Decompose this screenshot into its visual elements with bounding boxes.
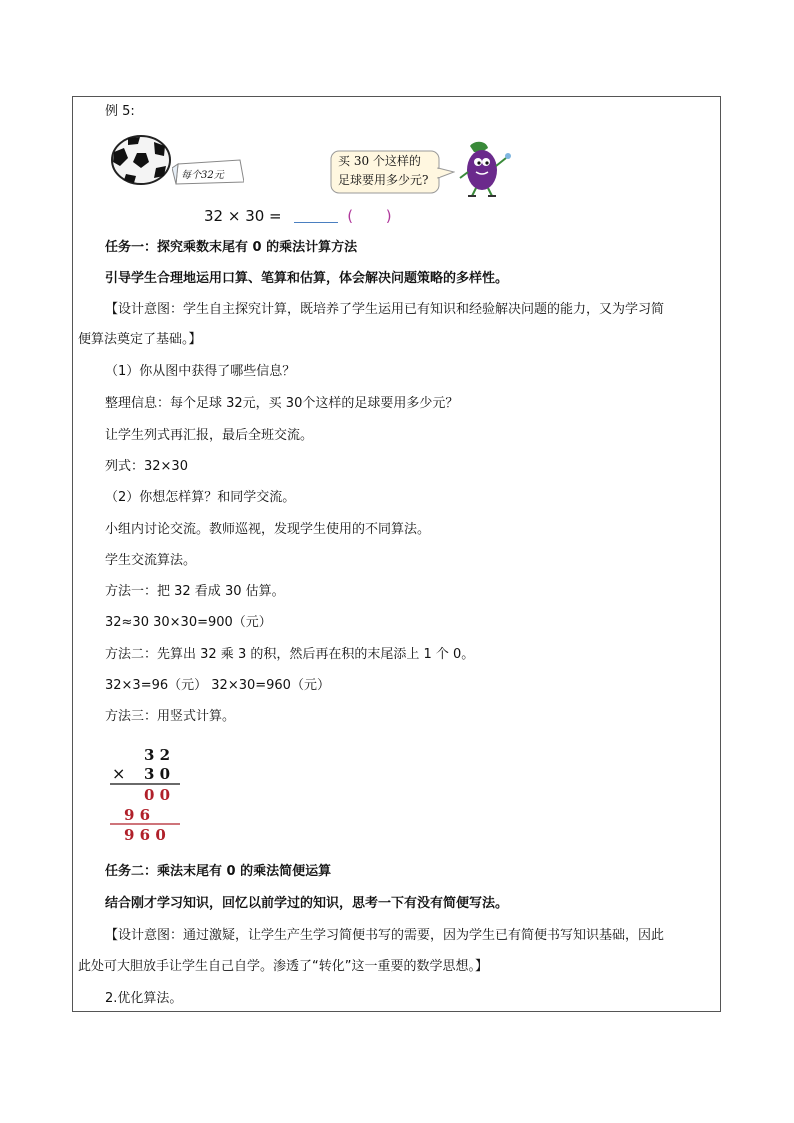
question-line-2: 足球要用多少元? [338, 173, 429, 187]
exchange-methods: 学生交流算法。 [105, 553, 197, 568]
design-intent-2-line1: 【设计意图：通过激疑，让学生产生学习简便书写的需要，因为学生已有简便书写知识基础，因此 [105, 928, 665, 943]
group-discussion: 小组内讨论交流。教师巡视，发现学生使用的不同算法。 [105, 522, 431, 537]
eggplant-character-icon [452, 138, 518, 198]
unit-parentheses: ( ) [347, 207, 406, 225]
question-line-1: 买 30 个这样的 [338, 154, 421, 168]
vertical-times-sign: × [112, 764, 126, 783]
answer-blank[interactable] [294, 208, 338, 223]
method-2: 方法二：先算出 32 乘 3 的积，然后再在积的末尾添上 1 个 0。 [105, 647, 475, 662]
vertical-partial-2: 9 6 [124, 806, 151, 824]
vertical-top-number: 3 2 [144, 746, 171, 764]
multiplication-expression [204, 207, 406, 225]
question-1: （1）你从图中获得了哪些信息？ [105, 364, 296, 379]
design-intent-1-line2: 便算法奠定了基础。】 [78, 332, 202, 347]
vertical-result: 9 6 0 [124, 826, 166, 844]
method-3: 方法三：用竖式计算。 [105, 709, 236, 724]
report-instruction: 让学生列式再汇报，最后全班交流。 [105, 428, 314, 443]
vertical-partial-1: 0 0 [144, 786, 171, 804]
expression-text: 32 × 30 = [204, 207, 282, 225]
formula-line: 列式：32×30 [105, 459, 188, 474]
vertical-second-number: 3 0 [144, 765, 171, 783]
task1-guide: 引导学生合理地运用口算、笔算和估算，体会解决问题策略的多样性。 [105, 271, 509, 286]
vertical-multiplication [104, 744, 186, 844]
design-intent-2-line2: 此处可大胆放手让学生自己自学。渗透了“转化”这一重要的数学思想。】 [78, 959, 488, 974]
example-heading: 例 5: [105, 104, 135, 119]
method-1-calc: 32≈30 30×30=900（元） [105, 615, 272, 630]
organize-info: 整理信息：每个足球 32元，买 30个这样的足球要用多少元？ [105, 396, 459, 411]
design-intent-1-line1: 【设计意图：学生自主探究计算，既培养了学生运用已有知识和经验解决问题的能力，又为学习简 [105, 302, 665, 317]
method-1: 方法一：把 32 看成 30 估算。 [105, 584, 285, 599]
task1-title: 任务一：探究乘数末尾有 0 的乘法计算方法 [105, 240, 358, 255]
question-2: （2）你想怎样算？和同学交流。 [105, 490, 296, 505]
task2-guide: 结合刚才学习知识，回忆以前学过的知识，思考一下有没有简便写法。 [105, 896, 509, 911]
optimize-method: 2.优化算法。 [105, 991, 183, 1006]
price-tag-label: 每个32元 [181, 170, 224, 181]
method-2-calc: 32×3=96（元） 32×30=960（元） [105, 678, 330, 693]
speech-bubble-text [338, 152, 428, 190]
task2-title: 任务二：乘法末尾有 0 的乘法简便运算 [105, 864, 332, 879]
soccer-ball-icon [110, 134, 172, 186]
